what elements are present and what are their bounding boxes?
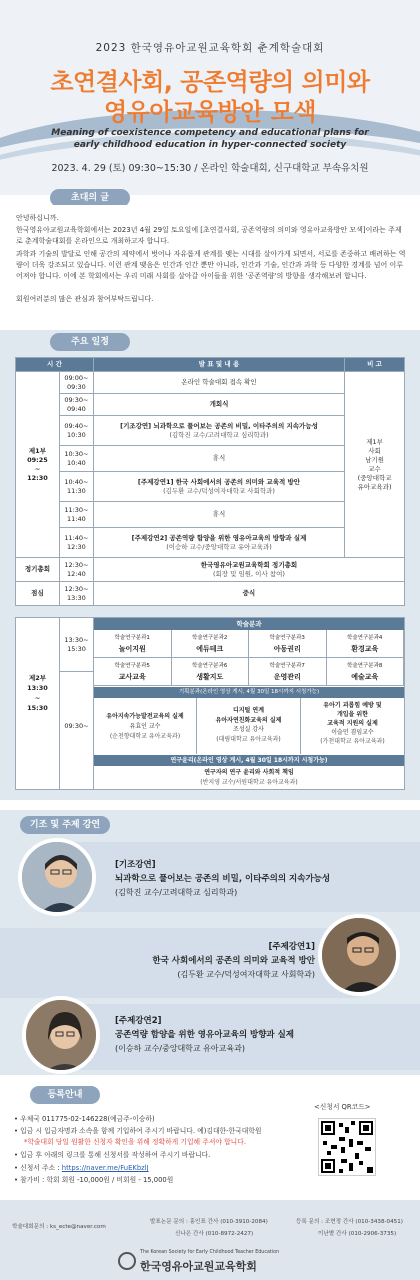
video-note: 기획분과(온라인 영상 게시, 4월 30일 18시까지 시청가능) bbox=[94, 687, 404, 698]
form-link[interactable]: https://naver.me/FuEKbzlJ bbox=[61, 1164, 149, 1172]
speaker-photo-3 bbox=[22, 996, 100, 1074]
track-label: 학술연구분과3 bbox=[269, 635, 305, 641]
track-cell bbox=[94, 630, 172, 658]
time-cell: 09:30~ 09:40 bbox=[59, 394, 93, 416]
contact-1: 발표논문 문의 : 홍인표 간사 (010-3910-2084) bbox=[150, 1219, 268, 1225]
form-url: • 신청서 주소 : https://naver.me/FuEKbzlJ bbox=[14, 1164, 149, 1172]
content-cell: [주제강연1] 한국 사회에서의 공존의 의미와 교육적 방안 (김두환 교수/덕성여자대학교 사회학과) bbox=[93, 472, 344, 502]
track-label: 학술연구분과2 bbox=[192, 635, 228, 641]
schedule-pill: 주요 일정 bbox=[50, 333, 130, 351]
society-logo-icon bbox=[118, 1252, 136, 1270]
col-content: 발 표 및 내 용 bbox=[93, 358, 344, 372]
col-note: 비 고 bbox=[345, 358, 405, 372]
deposit-note: • 입금 시 입금자명과 소속을 함께 기입하여 주시기 바랍니다. 예)김대한-한국대학원 bbox=[14, 1127, 262, 1135]
track-cell bbox=[172, 658, 250, 686]
contact-4: 이난볕 간사 (010-2906-3735) bbox=[318, 1231, 397, 1237]
part2-cell: 제2부 13:30 ~ 15:30 bbox=[16, 618, 60, 789]
intro-paragraph-1: 한국영유아교원교육학회에서는 2023년 4월 29일 토요일에 [초연결사회, 공존역량의 의미와 영유아교육방안 모색]이라는 주제로 춘계학술대회를 온라인으로 개최하고자 합니다. bbox=[16, 226, 402, 245]
schedule-table bbox=[15, 357, 405, 606]
date-venue: 2023. 4. 29 (토) 09:30~15:30 / 온라인 학술대회, 신구대학교 부속유치원 bbox=[51, 163, 369, 174]
society-name-en: The Korean Society for Early Childhood Teacher Education bbox=[140, 1250, 280, 1255]
tracks-grid bbox=[94, 630, 404, 686]
time-cell: 09:00~ 09:30 bbox=[59, 372, 93, 394]
content-cell: [기조강연] 뇌과학으로 풀어보는 공존의 비밀, 이타주의의 지속가능성 (김학진 교수/고려대학교 심리학과) bbox=[93, 416, 344, 446]
speaker-text-1: [기조강연] 뇌과학으로 풀어보는 공존의 비밀, 이타주의의 지속가능성 (김학진 교수/고려대학교 심리학과) bbox=[115, 860, 331, 897]
bank-account: • 우체국 011775-02-146228(예금주-이승하) bbox=[14, 1115, 155, 1123]
contact-3: 등록 문의 : 조현정 간사 (010-3438-0451) bbox=[296, 1219, 403, 1225]
track-label: 학술연구분과4 bbox=[347, 635, 383, 641]
speaker-text-3: [주제강연2] 공존역량 함양을 위한 영유아교육의 방향과 실제 (이승하 교수/중앙대학교 유아교육과) bbox=[115, 1016, 295, 1053]
content-cell: 휴식 bbox=[93, 502, 344, 528]
time-cell: 10:30~ 10:40 bbox=[59, 446, 93, 472]
speaker-photo-2 bbox=[318, 914, 400, 996]
planned-session-1: 유아지속가능발전교육의 실제 유효인 교수 (순천향대학교 유아교육과) bbox=[94, 698, 197, 754]
intro-paragraph-2: 과학과 기술의 발달로 인해 공간의 제약에서 벗어나 자유롭게 관계를 맺는 시대를 살아가게 되면서, 서로를 존중하고 배려하는 역량이 더욱 강조되고 있습니다. 이런 관계 맺음은 인간과 인간 뿐만 아니라, 인간과 기술, 인간과 과학 등 다양한 경계를 넘어 이루어져야 합니다. 이에 본 학회에서는 우리 미래 사회를 살아갈 아이들을 위한 '공존역량'의 방향을 생각해보려 합니다. bbox=[16, 250, 406, 280]
content-cell: 중식 bbox=[93, 582, 404, 606]
time-cell: 12:30~ 12:40 bbox=[59, 558, 93, 582]
time-cell: 11:40~ 12:30 bbox=[59, 528, 93, 558]
conference-name: 2023 한국영유아교원교육학회 춘계학술대회 bbox=[95, 42, 325, 54]
track-label: 학술연구분과5 bbox=[114, 663, 150, 669]
society-name-ko: 한국영유아교원교육학회 bbox=[140, 1260, 257, 1273]
fee: • 참가비 : 학회 회원 -10,000원 / 비회원 - 15,000원 bbox=[14, 1176, 174, 1184]
contact-email: 학술대회문의 : ks_ecte@naver.com bbox=[12, 1224, 106, 1230]
speakers-pill: 기조 및 주제 강연 bbox=[20, 816, 110, 834]
track-name: 생활지도 bbox=[196, 673, 224, 681]
ethics-header: 연구윤리(온라인 영상 게시, 4월 30일 18시까지 시청가능) bbox=[94, 755, 404, 766]
time-cell: 13:30~ 15:30 bbox=[60, 618, 94, 672]
subsessions-header: 학술분과 bbox=[94, 618, 404, 630]
note-cell: 제1부 사회 남기원 교수 (중앙대학교 유아교육과) bbox=[345, 372, 405, 558]
track-name: 운영관리 bbox=[273, 673, 301, 681]
time-cell: 10:40~ 11:30 bbox=[59, 472, 93, 502]
track-cell bbox=[94, 658, 172, 686]
time-cell: 09:30~ bbox=[60, 672, 94, 789]
title-line-1: 초연결사회, 공존역량의 의미와 bbox=[50, 68, 370, 96]
english-title-2: early childhood education in hyper-connected society bbox=[73, 140, 347, 150]
part2-block bbox=[15, 617, 405, 790]
registration-pill: 등록안내 bbox=[30, 1086, 100, 1104]
speaker-photo-1 bbox=[18, 838, 96, 916]
planned-session-3: 유아기 괴롭힘 예방 및 개입을 위한 교육적 지원의 실제 이슬민 겸임교수 (가천대학교 유아교육과) bbox=[320, 702, 385, 745]
part1-cell: 제1부 09:25 ~ 12:30 bbox=[16, 372, 60, 558]
track-name: 교사교육 bbox=[118, 673, 146, 681]
time-cell: 09:40~ 10:30 bbox=[59, 416, 93, 446]
track-cell bbox=[172, 630, 250, 658]
footer bbox=[0, 1200, 420, 1280]
track-name: 에듀테크 bbox=[196, 645, 224, 653]
header-banner bbox=[0, 0, 420, 195]
intro-section bbox=[0, 205, 420, 325]
lunch-label: 점심 bbox=[16, 582, 60, 606]
track-label: 학술연구분과6 bbox=[192, 663, 228, 669]
intro-pill: 초대의 글 bbox=[50, 189, 130, 207]
track-label: 학술연구분과1 bbox=[114, 635, 150, 641]
track-cell bbox=[249, 630, 327, 658]
content-cell: 개회식 bbox=[93, 394, 344, 416]
title-line-2: 영유아교육방안 모색 bbox=[103, 98, 316, 126]
qr-label: <신청서 QR코드> bbox=[314, 1103, 371, 1111]
track-name: 놀이지원 bbox=[118, 645, 146, 653]
track-cell bbox=[327, 630, 405, 658]
intro-greeting: 안녕하십니까. bbox=[16, 214, 59, 222]
track-cell bbox=[249, 658, 327, 686]
deposit-warning: *학술대회 당일 원활한 신청자 확인을 위해 정확하게 기입해 주셔야 합니다. bbox=[24, 1138, 246, 1146]
qr-code[interactable] bbox=[318, 1118, 376, 1176]
form-note: • 입금 후 아래의 링크를 통해 신청서를 작성하여 주시기 바랍니다. bbox=[14, 1151, 211, 1159]
general-meeting-label: 정기총회 bbox=[16, 558, 60, 582]
planned-session-2: 디지털 연계 유아자연친화교육의 실제 조성실 강사 (대림대학교 유아교육과) bbox=[197, 698, 301, 754]
ethics-session: 연구자의 연구 윤리와 사회적 책임 (반지영 교수/서원대학교 유아교육과) bbox=[200, 769, 298, 786]
intro-paragraph-3: 회원여러분의 많은 관심과 참여부탁드립니다. bbox=[16, 295, 154, 303]
content-cell: 한국영유아교원교육학회 정기총회 (회장 및 임원, 이사 참여) bbox=[93, 558, 404, 582]
track-cell bbox=[327, 658, 405, 686]
track-label: 학술연구분과8 bbox=[347, 663, 383, 669]
track-name: 아동권리 bbox=[273, 645, 301, 653]
track-label: 학술연구분과7 bbox=[269, 663, 305, 669]
content-cell: 휴식 bbox=[93, 446, 344, 472]
content-cell: 온라인 학술대회 접속 확인 bbox=[93, 372, 344, 394]
english-title-1: Meaning of coexistence competency and educational plans for bbox=[51, 128, 369, 138]
time-cell: 11:30~ 11:40 bbox=[59, 502, 93, 528]
track-name: 예술교육 bbox=[351, 673, 379, 681]
col-time: 시 간 bbox=[16, 358, 94, 372]
track-name: 환경교육 bbox=[351, 645, 379, 653]
contact-2: 신나은 간사 (010-8972-2427) bbox=[175, 1231, 254, 1237]
content-cell: [주제강연2] 공존역량 함양을 위한 영유아교육의 방향과 실제 (이승하 교수/중앙대학교 유아교육과) bbox=[93, 528, 344, 558]
speaker-text-2: [주제강연1] 한국 사회에서의 공존의 의미와 교육적 방안 (김두환 교수/덕성여자대학교 사회학과) bbox=[152, 942, 315, 979]
time-cell: 12:30~ 13:30 bbox=[59, 582, 93, 606]
